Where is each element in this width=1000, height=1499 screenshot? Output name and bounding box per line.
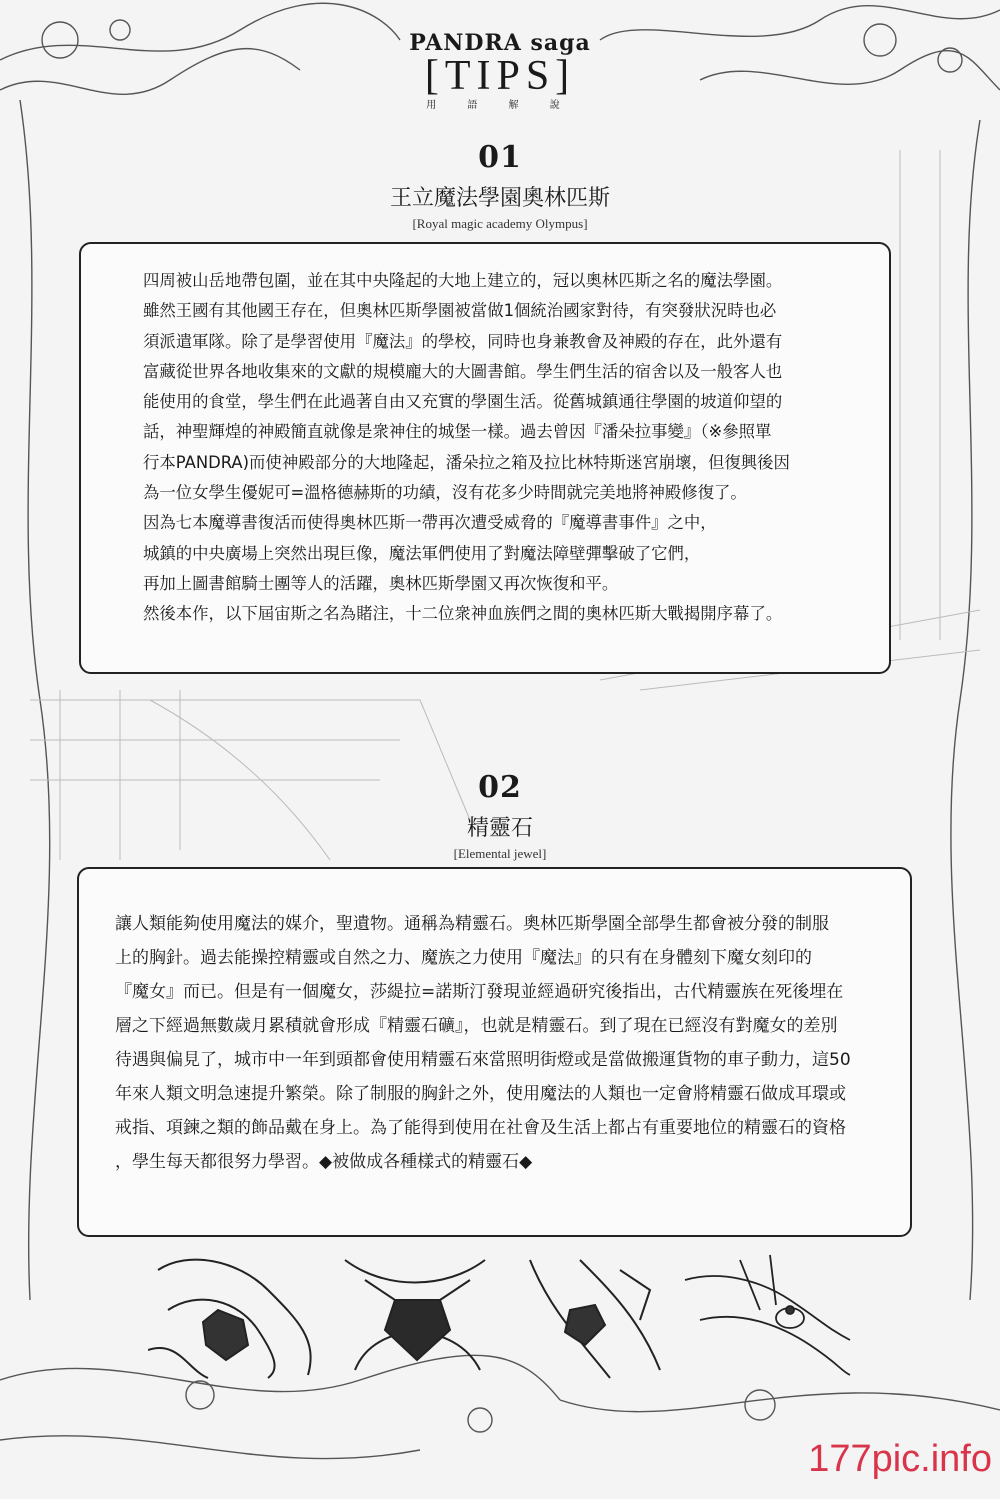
text-line: 再加上圖書館騎士團等人的活躍，奧林匹斯學園又再次恢復和平。	[143, 573, 619, 593]
section-number: 01	[478, 140, 522, 175]
text-line: 四周被山岳地帶包圍，並在其中央隆起的大地上建立的，冠以奧林匹斯之名的魔法學園。	[143, 271, 783, 290]
text-line: 須派遣軍隊。除了是學習使用『魔法』的學校，同時也身兼教會及神殿的存在，此外還有	[143, 331, 783, 351]
section-02-heading	[0, 770, 1000, 862]
text-line: 能使用的食堂，學生們在此過著自由又充實的學園生活。從舊城鎮通往學園的坡道仰望的	[143, 392, 783, 412]
page-header	[0, 30, 1000, 111]
jewel-ring-illustration	[680, 1250, 855, 1380]
text-line: 因為七本魔導書復活而使得奧林匹斯一帶再次遭受威脅的『魔導書事件』之中，	[143, 513, 717, 533]
jewel-brooch-illustration-1	[148, 1250, 328, 1380]
text-line: 上的胸針。過去能操控精靈或自然之力、魔族之力使用『魔法』的只有在身體刻下魔女刻印的	[115, 948, 812, 968]
section-01-heading	[0, 140, 1000, 232]
text-line: 年來人類文明急速提升繁榮。除了制服的胸針之外，使用魔法的人類也一定會將精靈石做成耳環或	[115, 1084, 846, 1104]
text-line: 讓人類能夠使用魔法的媒介，聖遺物。通稱為精靈石。奧林匹斯學園全部學生都會被分發的制服	[115, 914, 829, 934]
text-line: 行本PANDRA)而使神殿部分的大地隆起，潘朵拉之箱及拉比林特斯迷宮崩壞，但復興後因	[143, 452, 790, 472]
text-line: 為一位女學生優妮可=溫格德赫斯的功績，沒有花多少時間就完美地將神殿修復了。	[143, 483, 747, 503]
text-line: 城鎮的中央廣場上突然出現巨像，魔法軍們使用了對魔法障壁彈擊破了它們，	[143, 543, 701, 563]
text-line: 層之下經過無數歲月累積就會形成『精靈石礦』，也就是精靈石。到了現在已經沒有對魔女的差別	[115, 1016, 838, 1036]
tips-subtitle: 用 語 解 說	[426, 100, 574, 111]
section-02-textbox	[77, 867, 912, 1237]
jewel-brooch-illustration-2	[335, 1250, 500, 1380]
text-line: 雖然王國有其他國王存在，但奧林匹斯學園被當做1個統治國家對待，有突發狀況時也必	[143, 301, 777, 321]
text-line: 然後本作，以下屆宙斯之名為賭注，十二位衆神血族們之間的奧林匹斯大戰揭開序幕了。	[143, 604, 783, 624]
section-title-english: [Royal magic academy Olympus]	[412, 216, 588, 231]
text-line: 戒指、項鍊之類的飾品戴在身上。為了能得到使用在社會及生活上都占有重要地位的精靈石的資格	[115, 1118, 846, 1138]
text-line: 話，神聖輝煌的神殿簡直就像是衆神住的城堡一樣。過去曾因『潘朵拉事變』（※參照單	[143, 422, 772, 442]
section-title-english: [Elemental jewel]	[453, 846, 547, 861]
watermark: 177pic.info	[808, 1438, 992, 1480]
series-title: PANDRA saga	[409, 30, 591, 56]
text-line: 『魔女』而已。但是有一個魔女，莎緹拉=諾斯汀發現並經過研究後指出，古代精靈族在死後埋在	[115, 982, 844, 1002]
section-01-textbox	[79, 242, 891, 674]
section-title: 王立魔法學園奧林匹斯	[389, 186, 610, 211]
section-title: 精靈石	[466, 816, 533, 841]
text-line: ，學生每天都很努力學習。◆被做成各種樣式的精靈石◆	[115, 1152, 533, 1172]
jewel-earring-illustration	[520, 1250, 670, 1380]
text-line: 富藏從世界各地收集來的文獻的規模龐大的大圖書館。學生們生活的宿舍以及一般客人也	[143, 361, 783, 381]
section-number: 02	[478, 770, 522, 805]
text-line: 待遇與偏見了，城市中一年到頭都會使用精靈石來當照明街燈或是當做搬運貨物的車子動力，這50	[115, 1050, 851, 1070]
tips-title: [TIPS]	[424, 53, 576, 99]
